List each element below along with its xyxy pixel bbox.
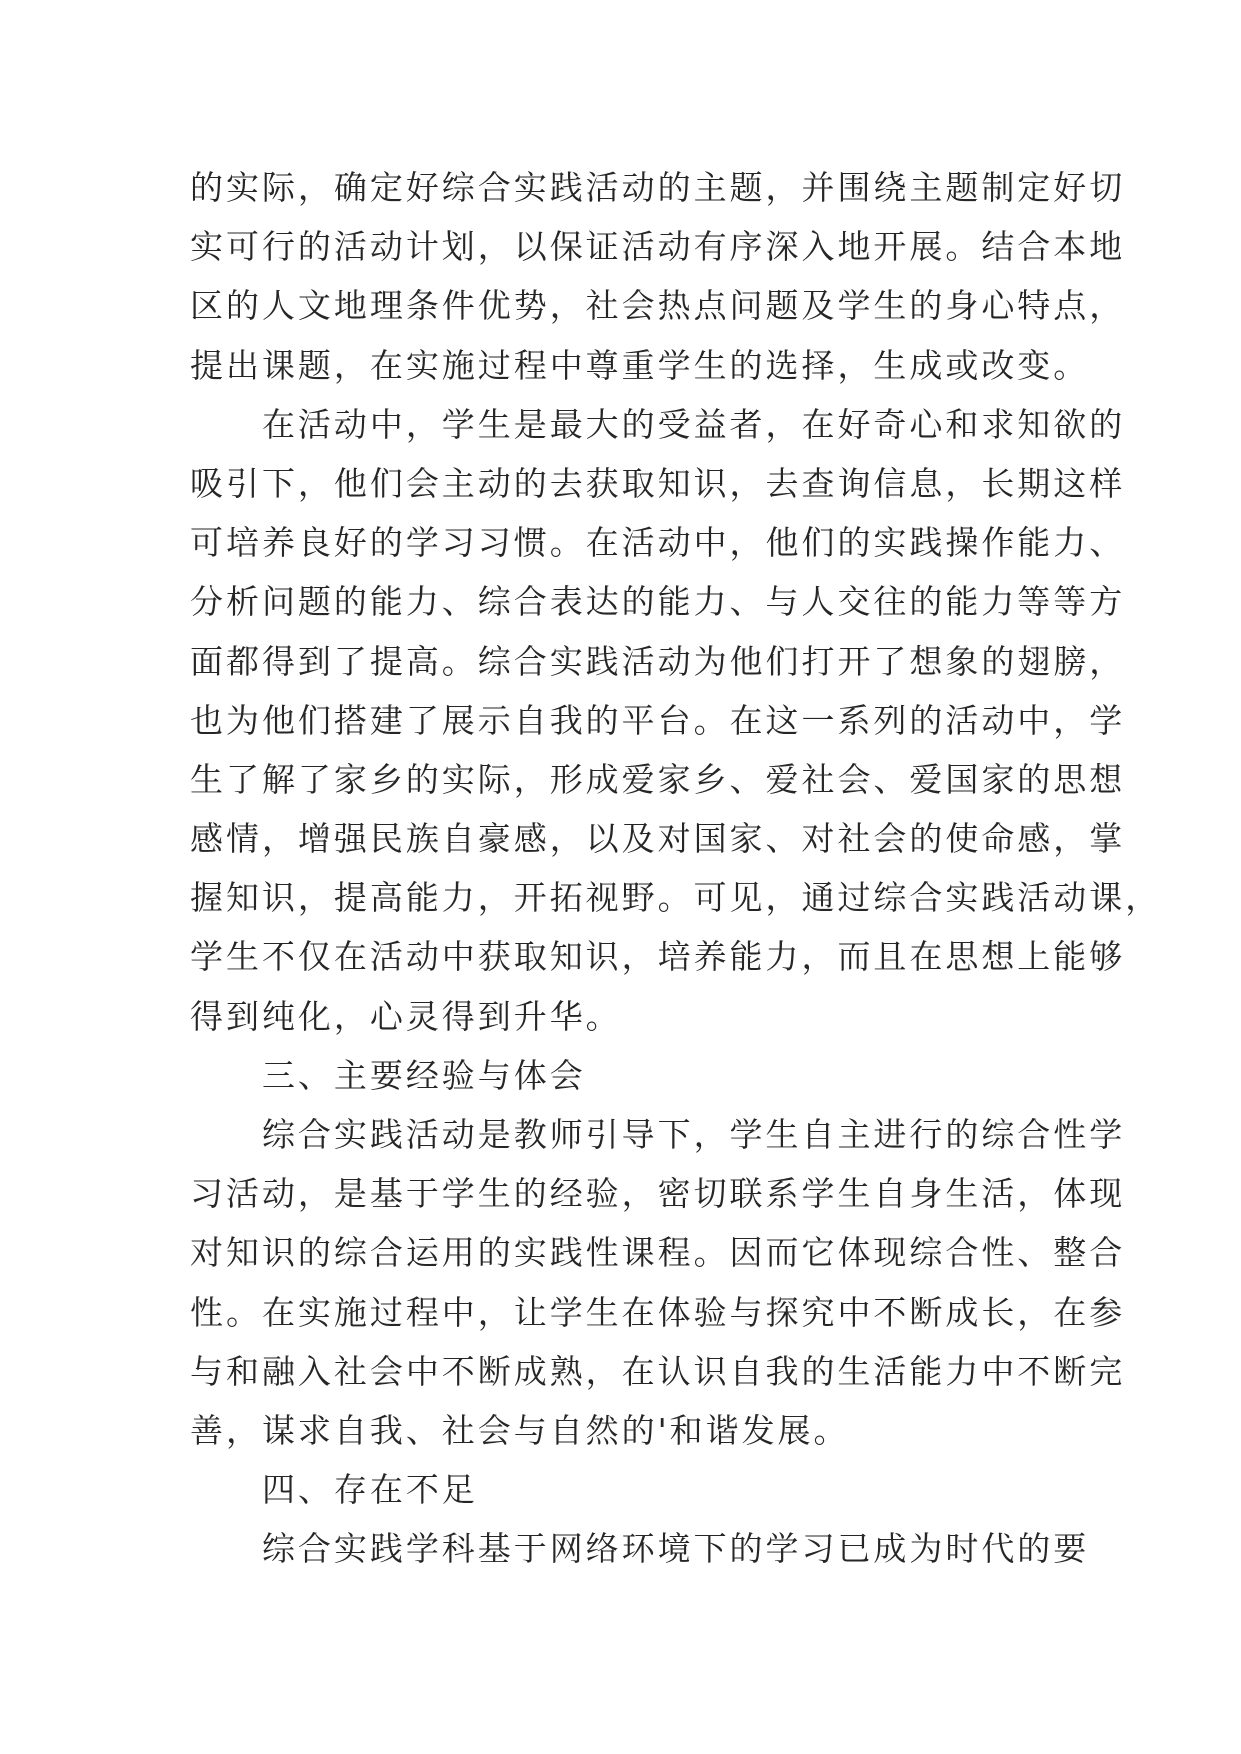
text-line: 学生不仅在活动中获取知识，培养能力，而且在思想上能够 [190, 937, 1126, 977]
text-line: 提出课题，在实施过程中尊重学生的选择，生成或改变。 [190, 345, 1090, 385]
text-line: 面都得到了提高。综合实践活动为他们打开了想象的翅膀， [190, 641, 1126, 681]
text-line: 生了解了家乡的实际，形成爱家乡、爱社会、爱国家的思想 [190, 759, 1126, 799]
text-line: 的实际，确定好综合实践活动的主题，并围绕主题制定好切 [190, 168, 1126, 207]
section-heading: 四、存在不足 [190, 1470, 478, 1510]
text-line: 握知识，提高能力，开拓视野。可见，通过综合实践活动课， [190, 878, 1162, 918]
text-line: 善，谋求自我、社会与自然的'和谐发展。 [190, 1410, 850, 1450]
text-line: 实可行的活动计划，以保证活动有序深入地开展。结合本地 [190, 227, 1126, 267]
text-line: 可培养良好的学习习惯。在活动中，他们的实践操作能力、 [190, 523, 1126, 563]
text-line: 性。在实施过程中，让学生在体验与探究中不断成长，在参 [190, 1292, 1126, 1332]
text-line: 习活动，是基于学生的经验，密切联系学生自身生活，体现 [190, 1174, 1126, 1214]
paragraph-first-line: 综合实践学科基于网络环境下的学习已成为时代的要 [190, 1529, 1090, 1569]
text-line: 对知识的综合运用的实践性课程。因而它体现综合性、整合 [190, 1233, 1126, 1273]
paragraph-first-line: 在活动中，学生是最大的受益者，在好奇心和求知欲的 [190, 404, 1126, 444]
text-line: 分析问题的能力、综合表达的能力、与人交往的能力等等方 [190, 582, 1126, 622]
paragraph-first-line: 综合实践活动是教师引导下，学生自主进行的综合性学 [190, 1115, 1126, 1154]
section-heading: 三、主要经验与体会 [190, 1055, 586, 1095]
text-line: 吸引下，他们会主动的去获取知识，去查询信息，长期这样 [190, 463, 1126, 503]
text-line: 得到纯化，心灵得到升华。 [190, 996, 622, 1036]
document-body [190, 158, 1162, 1579]
text-line: 也为他们搭建了展示自我的平台。在这一系列的活动中，学 [190, 700, 1126, 740]
text-line: 感情，增强民族自豪感，以及对国家、对社会的使命感，掌 [190, 819, 1126, 859]
text-line: 区的人文地理条件优势，社会热点问题及学生的身心特点， [190, 286, 1126, 326]
text-line: 与和融入社会中不断成熟，在认识自我的生活能力中不断完 [190, 1351, 1126, 1391]
